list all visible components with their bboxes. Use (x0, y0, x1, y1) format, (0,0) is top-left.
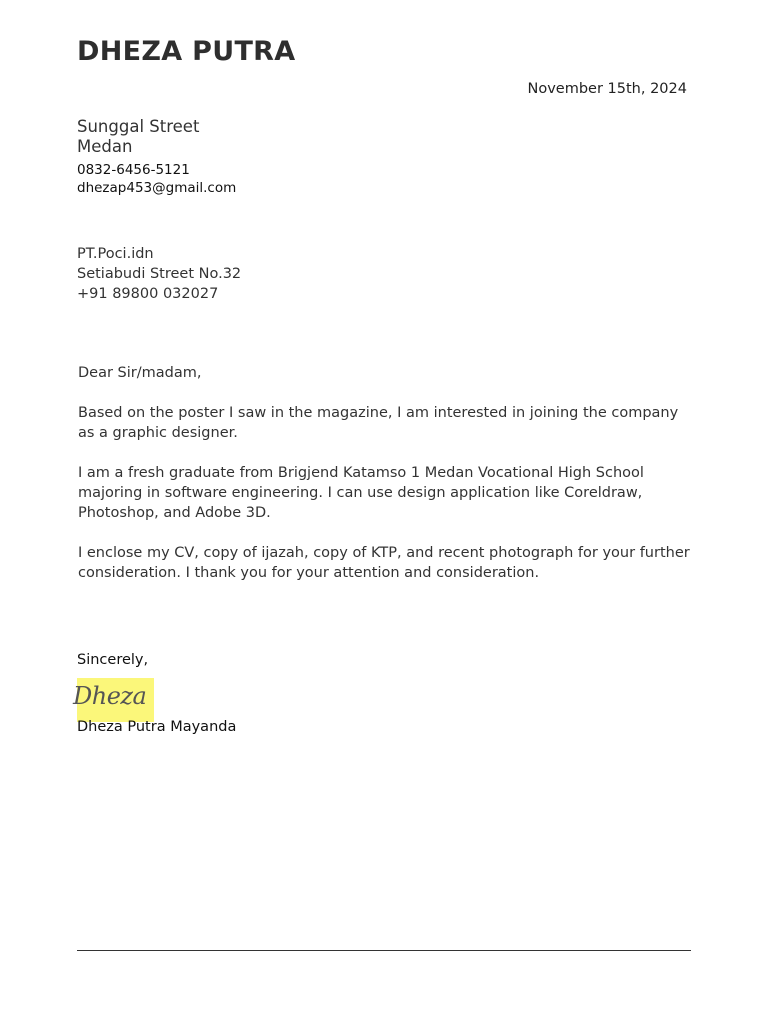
sender-phone: 0832-6456-5121 (77, 162, 190, 178)
salutation: Dear Sir/madam, (78, 365, 202, 381)
signature-highlight (73, 678, 154, 722)
recipient-company: PT.Poci.idn (77, 246, 154, 262)
sender-email: dhezap453@gmail.com (77, 180, 237, 196)
sender-name-heading: DHEZA PUTRA (77, 36, 296, 67)
closing: Sincerely, (77, 652, 149, 668)
signer-name: Dheza Putra Mayanda (77, 719, 237, 735)
recipient-address: Setiabudi Street No.32 (77, 266, 242, 282)
body-paragraph: I am a fresh graduate from Brigjend Katamso 1 Medan Vocational High School majoring in software engineering. I can use design application like Coreldraw, Photoshop, and Adobe 3D. (78, 465, 644, 521)
signature: Dheza (73, 682, 147, 710)
sender-city: Medan (77, 137, 133, 156)
recipient-phone: +91 89800 032027 (77, 286, 219, 302)
sender-street: Sunggal Street (77, 117, 200, 136)
footer-divider (77, 950, 691, 951)
letter-body (78, 363, 698, 603)
body-paragraph: Based on the poster I saw in the magazine, I am interested in joining the company as a graphic designer. (78, 405, 679, 441)
letter-date: November 15th, 2024 (527, 81, 687, 97)
body-paragraph: I enclose my CV, copy of ijazah, copy of KTP, and recent photograph for your further consideration. I thank you for your attention and consideration. (78, 545, 690, 581)
